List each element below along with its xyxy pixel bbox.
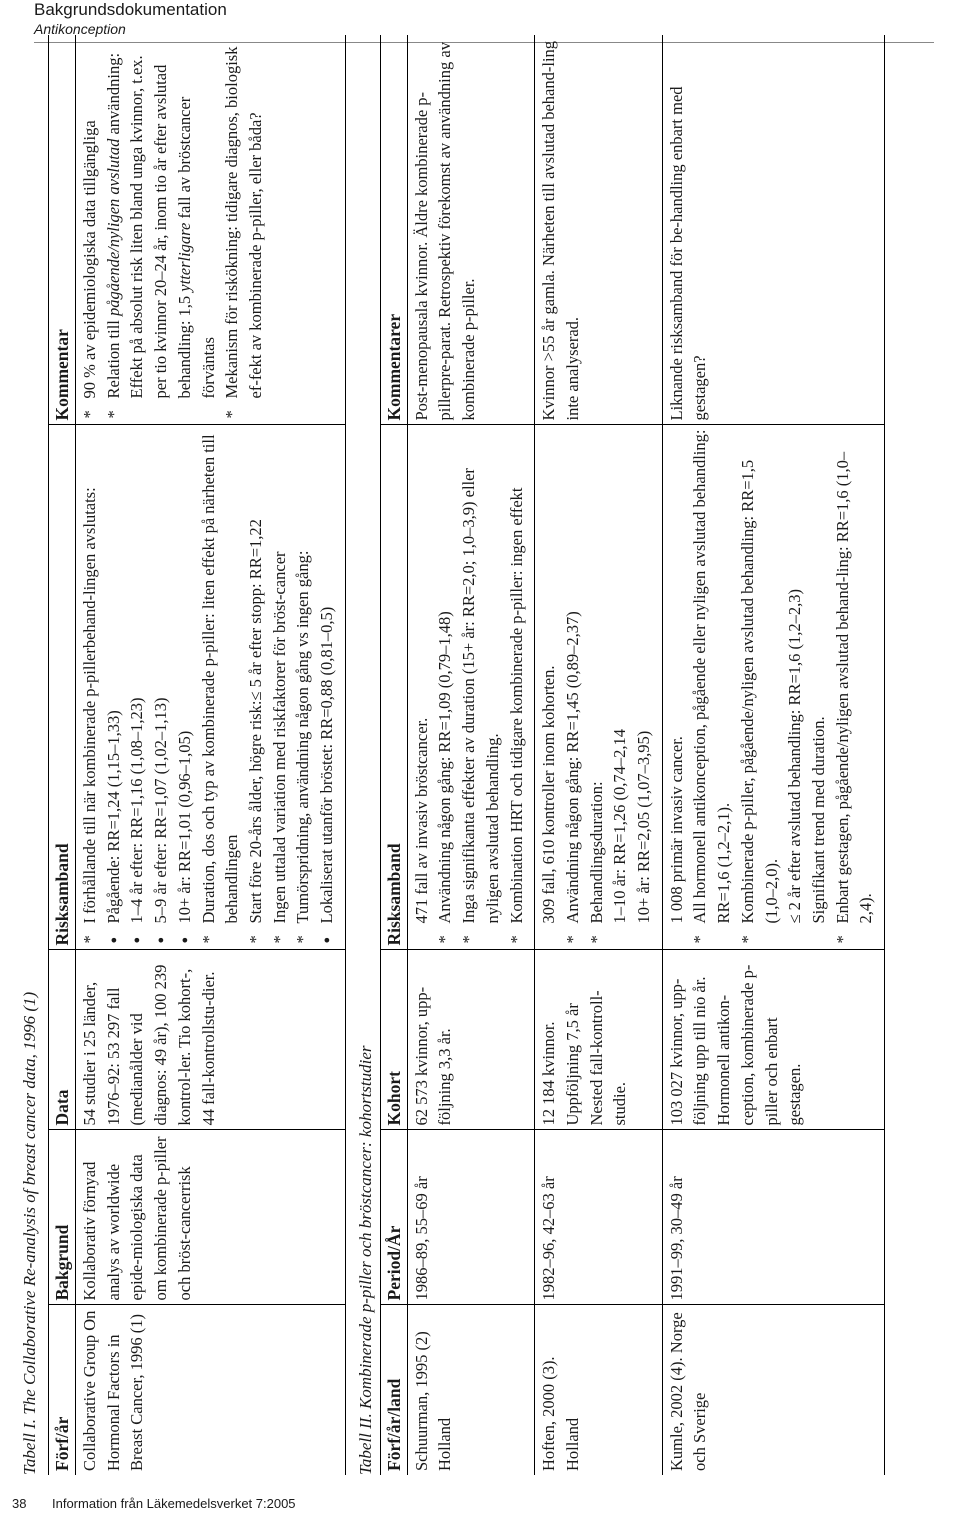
list-item: ● 1–4 år efter: RR=1,16 (1,08–1,23): [125, 430, 149, 946]
table-row: [662, 35, 884, 1475]
list-item: 471 fall av invasiv bröstcancer.: [411, 717, 431, 924]
list-item: 309 fall, 610 kontroller inom kohorten.: [539, 665, 559, 924]
table2-header-author: Förf/år/land: [380, 1305, 407, 1475]
author-cell: Hoften, 2000 (3). Holland: [535, 1305, 663, 1475]
list-item: ● Lokaliserat utanför bröstet: RR=0,88 (0,81–0,5): [315, 430, 339, 946]
comment-list: [78, 39, 268, 421]
author-cell: Schuurman, 1995 (2) Holland: [407, 1305, 535, 1475]
header-subtitle: Antikonception: [34, 21, 126, 37]
cohort-cell: 103 027 kvinnor, upp-följning upp till nio år. Hormonell antikon-ception, kombinerade p-piller och enbart gestagen.: [662, 950, 884, 1130]
comment-cell: Post-menopausala kvinnor. Äldre kombinerade p-pillerpre-parat. Retrospektiv förekomst av användning av kombinerade p-piller.: [407, 35, 535, 425]
risk-list: [410, 430, 529, 946]
risk-list: [537, 430, 656, 946]
list-item: 1 008 primär invasiv cancer.: [666, 736, 686, 924]
table2-header-risk: Risksamband: [380, 425, 407, 950]
list-item: ≤ 2 år efter avslutad behandling: RR=1,6 (1,2–2,3): [785, 588, 805, 924]
list-item: ● 5–9 år efter: RR=1,07 (1,02–1,13): [149, 430, 173, 946]
header-title: Bakgrundsdokumentation: [34, 0, 227, 19]
table1-header-risk: Risksamband: [49, 425, 76, 950]
cohort-cell: 62 573 kvinnor, upp-följning 3,3 år.: [407, 950, 535, 1130]
table2-header-row: [380, 35, 407, 1475]
risk-cell: [76, 425, 346, 950]
risk-cell: [407, 425, 535, 950]
list-item: * Kombination HRT och tidigare kombinerade p-piller: ingen effekt: [505, 430, 529, 946]
list-item: * All hormonell antikonception, pågående eller nyligen avslutad behandling: RR=1,6 (1,2–2,1).: [688, 430, 735, 946]
background-cell: Kollaborativ förnyad analys av worldwide epide-miologiska data om kombinerade p-piller och bröst-cancerrisk: [76, 1130, 346, 1305]
cohort-cell: 12 184 kvinnor. Uppföljning 7,5 år Nested fall-kontroll-studie.: [535, 950, 663, 1130]
list-item: ● Pågående: RR=1,24 (1,15–1,33): [102, 430, 126, 946]
publication-name: Information från Läkemedelsverket 7:2005: [52, 1496, 296, 1511]
list-item: Signifikant trend med duration.: [808, 716, 828, 924]
table1-caption: Tabell I. The Collaborative Re-analysis of breast cancer data, 1996 (1): [20, 991, 39, 1475]
table2: [380, 35, 885, 1475]
list-item: * Inga signifikanta effekter av duration (15+ år: RR=2,0; 1,0–3,9) eller nyligen avslutad behandling.: [457, 430, 504, 946]
risk-cell: [662, 425, 884, 950]
comment-text: Relation till: [103, 316, 123, 399]
comment-text: användning: Effekt på absolut risk liten bland unga kvinnor, t.ex. per tio kvinnor 20–24 år, inom tio år efter avslutad behandling: 1,5: [103, 52, 194, 399]
period-cell: 1986–89, 55–69 år: [407, 1130, 535, 1305]
comment-emphasis: ytterligare: [174, 222, 194, 292]
risk-list: [665, 430, 878, 946]
list-item: * Enbart gestagen, pågående/nyligen avslutad behand-ling: RR=1,6 (1,0–2,4).: [831, 430, 878, 946]
comment-cell: Liknande risksamband för be-handling enbart med gestagen?: [662, 35, 884, 425]
rotated-content: [12, 35, 937, 1475]
list-item: [102, 39, 221, 421]
table-row: [535, 35, 663, 1475]
list-item: 1–10 år: RR=1,26 (0,74–2,14: [610, 729, 630, 924]
list-item: * Användning någon gång: RR=1,45 (0,89–2,37): [561, 430, 585, 946]
table-row: [407, 35, 535, 1475]
page-number: 38: [12, 1496, 27, 1511]
list-item: * I förhållande till när kombinerade p-pillerbehand-lingen avslutats:: [78, 430, 102, 946]
list-item: * Tumörspridning, användning någon gång vs ingen gång:: [291, 430, 315, 946]
list-item: * Start före 20-års ålder, högre risk:≤ 5 år efter stopp: RR=1,22: [244, 430, 268, 946]
page-footer: [12, 1496, 296, 1511]
list-item: * Duration, dos och typ av kombinerade p-piller: liten effekt på närheten till behandlingen: [197, 430, 244, 946]
table1-header-comment: Kommentar: [49, 35, 76, 425]
table1-header-background: Bakgrund: [49, 1130, 76, 1305]
table2-caption: Tabell II. Kombinerade p-piller och bröstcancer: kohortstudier: [355, 1045, 375, 1475]
period-cell: 1982–96, 42–63 år: [535, 1130, 663, 1305]
comment-text: fall av bröstcancer förväntas: [174, 96, 218, 399]
list-item: * Behandlingsduration:: [585, 430, 609, 946]
list-item: ● 10+ år: RR=1,01 (0,96–1,05): [173, 430, 197, 946]
table-row: [76, 35, 346, 1475]
list-item: * 90 % av epidemiologiska data tillgängliga: [78, 39, 102, 421]
list-item: * Kombinerade p-piller, pågående/nyligen avslutad behandling: RR=1,5 (1,0–2,0).: [736, 430, 783, 946]
table1: [48, 35, 346, 1475]
table1-header-row: [49, 35, 76, 1475]
table1-header-author: Förf/år: [49, 1305, 76, 1475]
period-cell: 1991–99, 30–49 år: [662, 1130, 884, 1305]
list-item: * Användning någon gång: RR=1,09 (0,79–1,48): [433, 430, 457, 946]
list-item: * Ingen uttalad variation med riskfaktorer för bröst-cancer: [268, 430, 292, 946]
table2-header-cohort: Kohort: [380, 950, 407, 1130]
list-item: * Mekanism för riskökning: tidigare diagnos, biologisk ef-fekt av kombinerade p-piller, eller båda?: [220, 39, 267, 421]
comment-emphasis: pågående/nyligen avslutad: [103, 138, 123, 316]
risk-cell: [535, 425, 663, 950]
author-cell: Collaborative Group On Hormonal Factors in Breast Cancer, 1996 (1): [76, 1305, 346, 1475]
risk-list: [78, 430, 339, 946]
data-cell: 54 studier i 25 länder, 1976–92: 53 297 fall (medianålder vid diagnos: 49 år), 100 239 kontrol-ler. Tio kohort-, 44 fall-kontrollstu-dier.: [76, 950, 346, 1130]
comment-cell: [76, 35, 346, 425]
author-cell: Kumle, 2002 (4). Norge och Sverige: [662, 1305, 884, 1475]
table2-header-comment: Kommentarer: [380, 35, 407, 425]
table1-header-data: Data: [49, 950, 76, 1130]
table2-header-period: Period/År: [380, 1130, 407, 1305]
comment-cell: Kvinnor >55 år gamla. Närheten till avslutad behand-ling inte analyserad.: [535, 35, 663, 425]
list-item: 10+ år: RR=2,05 (1,07–3,95): [634, 730, 654, 924]
